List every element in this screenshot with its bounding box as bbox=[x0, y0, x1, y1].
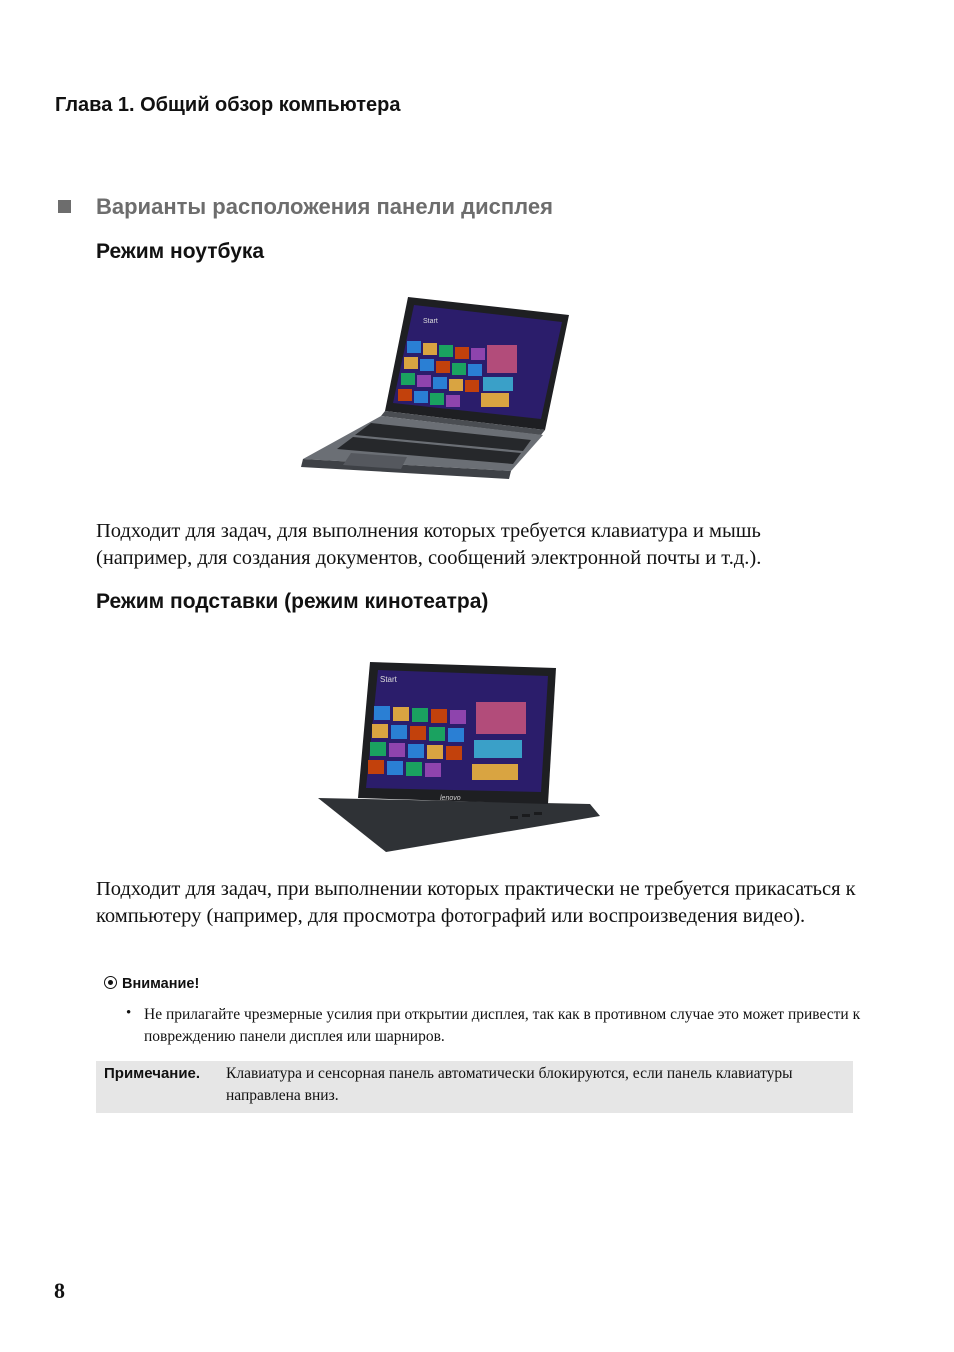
stand-mode-heading: Режим подставки (режим кинотеатра) bbox=[96, 590, 489, 613]
laptop-mode-description: Подходит для задач, для выполнения которых требуется клавиатура и мышь (например, для создания документов, сообщений электронной почты и т.д.). bbox=[96, 520, 762, 569]
laptop-mode-heading: Режим ноутбука bbox=[96, 240, 265, 263]
attention-label: Внимание! bbox=[122, 976, 200, 992]
stand-mode-description: Подходит для задач, при выполнении которых практически не требуется прикасаться к компьютеру (например, для просмотра фотографий или воспроизведения видео). bbox=[96, 878, 856, 927]
laptop-mode-image bbox=[263, 285, 615, 513]
note-text: Клавиатура и сенсорная панель автоматически блокируются, если панель клавиатуры направлена вниз. bbox=[226, 1065, 793, 1104]
attention-bullet-icon: • bbox=[126, 1005, 132, 1021]
chapter-title: Глава 1. Общий обзор компьютера bbox=[55, 94, 401, 116]
attention-icon bbox=[104, 976, 117, 989]
attention-heading bbox=[104, 975, 199, 992]
attention-item: Не прилагайте чрезмерные усилия при открытии дисплея, так как в противном случае это может привести к повреждению панели дисплея или шарниров. bbox=[144, 1006, 861, 1045]
stand-mode-image bbox=[310, 632, 632, 868]
section-title: Варианты расположения панели дисплея bbox=[96, 194, 553, 219]
note-label: Примечание. bbox=[104, 1065, 201, 1082]
page-number: 8 bbox=[54, 1278, 65, 1303]
stand-brand-logo: lenovo bbox=[440, 795, 461, 802]
laptop-start-label: Start bbox=[423, 318, 438, 325]
stand-start-label: Start bbox=[380, 675, 397, 684]
section-bullet-square-icon bbox=[58, 200, 71, 213]
